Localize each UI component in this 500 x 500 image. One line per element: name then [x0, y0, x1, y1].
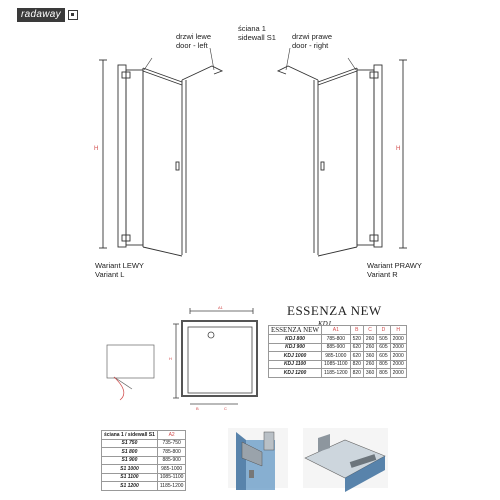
- table-cell: S1 1200: [102, 482, 158, 491]
- table-header-cell: H: [390, 326, 406, 335]
- table-cell: 885-900: [157, 456, 186, 465]
- table-cell: KDJ 1100: [269, 360, 322, 369]
- table-cell: 785-800: [157, 448, 186, 457]
- table-cell: 885-900: [322, 343, 351, 352]
- table-header-cell: A2: [157, 431, 186, 440]
- right-height-mark: H: [396, 146, 401, 152]
- table-cell: 260: [363, 343, 376, 352]
- table-cell: 735-750: [157, 439, 186, 448]
- variant-left-label: Wariant LEWY Variant L: [95, 261, 144, 279]
- plan-h-mark: H: [169, 356, 172, 361]
- table-cell: 1185-1200: [322, 369, 351, 378]
- table-cell: 360: [363, 352, 376, 361]
- table-header-cell: A1: [322, 326, 351, 335]
- table-cell: S1 750: [102, 439, 158, 448]
- table-header-cell: D: [377, 326, 390, 335]
- table-header-cell: ESSENZA NEW: [269, 326, 322, 335]
- table-header-cell: C: [363, 326, 376, 335]
- left-door-label: drzwi lewe door - left: [176, 32, 212, 50]
- sidewall-label: ściana 1 sidewall S1: [238, 24, 276, 42]
- hinge-detail-render: [228, 428, 288, 490]
- product-title: ESSENZA NEW: [287, 303, 382, 318]
- table-cell: 2000: [390, 335, 406, 344]
- table-cell: KDJ 1000: [269, 352, 322, 361]
- table-cell: S1 1100: [102, 473, 158, 482]
- table-cell: 605: [377, 343, 390, 352]
- table-cell: 1085-1100: [322, 360, 351, 369]
- table-cell: 2000: [390, 343, 406, 352]
- table-cell: S1 1000: [102, 465, 158, 474]
- table-cell: KDJ 1200: [269, 369, 322, 378]
- table-cell: 2000: [390, 360, 406, 369]
- table-cell: KDJ 800: [269, 335, 322, 344]
- left-height-mark: H: [94, 146, 99, 152]
- table-cell: 985-1000: [322, 352, 351, 361]
- table-cell: 605: [377, 352, 390, 361]
- right-door-label: drzwi prawe door - right: [292, 32, 333, 50]
- plan-c-mark: C: [224, 406, 227, 411]
- table-header-cell: B: [350, 326, 363, 335]
- table-cell: 620: [350, 343, 363, 352]
- table-cell: 820: [350, 369, 363, 378]
- product-subtitle: KDJ: [318, 320, 331, 328]
- table-header-cell: ściana 1 / sidewall S1: [102, 431, 158, 440]
- table-cell: 2000: [390, 352, 406, 361]
- logo-text: radaway: [17, 8, 65, 22]
- table-cell: 785-800: [322, 335, 351, 344]
- table-cell: 505: [377, 335, 390, 344]
- table-cell: 620: [350, 352, 363, 361]
- variant-right-label: Wariant PRAWY Variant R: [367, 261, 422, 279]
- table-cell: S1 900: [102, 456, 158, 465]
- table-cell: 520: [350, 335, 363, 344]
- plan-a1-mark: A1: [218, 305, 223, 310]
- table-cell: 805: [377, 369, 390, 378]
- table-cell: 1085-1100: [157, 473, 186, 482]
- table-cell: 360: [363, 369, 376, 378]
- table-cell: KDJ 900: [269, 343, 322, 352]
- table-cell: 985-1000: [157, 465, 186, 474]
- table-cell: 260: [363, 335, 376, 344]
- handle-detail-render: [303, 428, 388, 492]
- table-cell: 820: [350, 360, 363, 369]
- table-cell: 805: [377, 360, 390, 369]
- table-cell: 2000: [390, 369, 406, 378]
- plan-b-mark: B: [196, 406, 199, 411]
- table-cell: 1185-1200: [157, 482, 186, 491]
- table-cell: 260: [363, 360, 376, 369]
- table-cell: S1 800: [102, 448, 158, 457]
